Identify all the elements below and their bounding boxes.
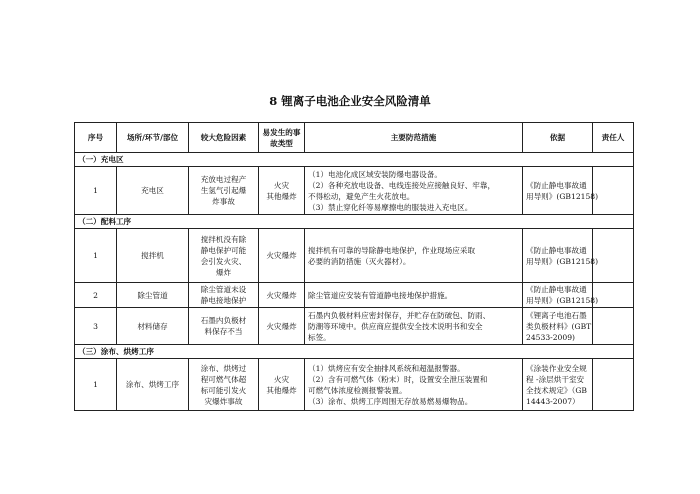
cell-basis (523, 167, 599, 215)
cell-line: 必要的消防措施（灭火器材）。 (308, 256, 411, 266)
cell-responsible (593, 229, 634, 283)
header-row (75, 123, 634, 153)
table-row (75, 167, 634, 215)
cell-accident-type (259, 167, 305, 215)
cell-accident-type (259, 283, 305, 308)
cell-line: 类负极材料》(GBT (526, 321, 592, 331)
cell-line: 充放电过程产 (200, 175, 247, 184)
cell-line: 防潮等环境中。供应商应提供安全技术说明书和安全 (308, 321, 483, 331)
cell-line: 石墨内负极材料应密封保存，并贮存在防破包、防雨、 (308, 310, 491, 320)
cell-line: 火灾爆炸 (266, 251, 297, 260)
cell-line: 《防止静电事故通 (526, 180, 587, 190)
cell-line: （1）电池化成区域安装防爆电器设备。 (308, 169, 442, 179)
cell-hazard (189, 167, 259, 215)
cell-line: 用导则》(GB12158) (526, 191, 599, 201)
cell-line: 生氢气引起爆 (200, 186, 247, 195)
cell-line: 24533-2009) (526, 332, 576, 342)
cell-measures (305, 167, 523, 215)
cell-line: （2）各种充放电设备、电线连接处应接触良好、牢靠， (308, 180, 496, 190)
cell-line: （3）禁止穿化纤等易摩擦电的服装进入充电区。 (308, 202, 473, 212)
cell-line: 全技术规定》（GB (526, 385, 588, 395)
header-responsible: 责任人 (593, 123, 634, 153)
header-basis: 依据 (523, 123, 593, 153)
section-title: （二）配料工序 (75, 215, 634, 229)
cell-line: （1）烘烤应有安全抽排风系统和超温报警器。 (308, 363, 465, 373)
cell-line: （3）涂布、烘烤工序周围无存放易燃易爆物品。 (308, 396, 473, 406)
cell-line: 用导则》(GB12158) (526, 296, 599, 305)
section-title: （三）涂布、烘烤工序 (75, 345, 634, 359)
section-row (75, 215, 634, 229)
cell-hazard (189, 308, 259, 345)
header-accident-type: 易发生的事 故类型 (259, 123, 305, 153)
section-title: （一）充电区 (75, 153, 634, 167)
header-measures: 主要防范措施 (305, 123, 523, 153)
cell-line: 静电保护可能 (200, 245, 247, 255)
cell-line: 程 -涂层烘干室安 (526, 374, 585, 384)
cell-no: 1 (75, 359, 117, 411)
cell-no: 3 (75, 308, 117, 345)
cell-responsible (593, 308, 634, 345)
cell-line: 标签。 (308, 332, 331, 342)
cell-line: 灾爆炸事故 (204, 396, 243, 406)
cell-line: 涂布、烘烤过 (200, 363, 247, 373)
table-row (75, 308, 634, 345)
cell-line: 静电接地保护 (200, 296, 247, 305)
cell-accident-type (259, 359, 305, 411)
cell-line: 搅拌机有可靠的导除静电地保护，作业现场应采取 (308, 245, 476, 255)
cell-no: 2 (75, 283, 117, 308)
cell-accident-type (259, 229, 305, 283)
cell-line: 会引发火灾、 (200, 256, 247, 266)
header-hazard: 较大危险因素 (189, 123, 259, 153)
cell-hazard (189, 359, 259, 411)
section-row (75, 153, 634, 167)
cell-line: 除尘管道应安装有管道静电接地保护措施。 (308, 290, 453, 300)
cell-line: 14443-2007） (526, 396, 580, 406)
cell-place: 材料储存 (117, 308, 189, 345)
cell-line: 火灾 (273, 180, 290, 190)
header-place: 场所/环节/部位 (117, 123, 189, 153)
table-row (75, 283, 634, 308)
cell-line: 火灾爆炸 (266, 290, 297, 300)
cell-line: 标可能引发火 (200, 385, 247, 395)
cell-line: 可燃气体浓度检测报警装置。 (308, 385, 407, 395)
cell-basis (523, 359, 593, 411)
cell-measures (305, 359, 523, 411)
cell-responsible (593, 359, 634, 411)
cell-line: 料保存不当 (204, 327, 243, 336)
cell-place: 涂布、烘烤工序 (117, 359, 189, 411)
cell-no: 1 (75, 229, 117, 283)
cell-responsible (593, 167, 634, 215)
cell-line: 《防止静电事故通 (526, 285, 587, 294)
cell-line: 炸事故 (212, 197, 235, 206)
header-no: 序号 (75, 123, 117, 153)
risk-table (74, 122, 634, 411)
cell-line: 程可燃气体超 (200, 374, 247, 384)
table-row (75, 229, 634, 283)
cell-line: 《锂离子电池石墨 (526, 310, 587, 320)
cell-measures (305, 308, 523, 345)
section-row (75, 345, 634, 359)
cell-place: 除尘管道 (117, 283, 189, 308)
cell-place: 充电区 (117, 167, 189, 215)
cell-no: 1 (75, 167, 117, 215)
document-title: 8 锂离子电池企业安全风险清单 (269, 94, 431, 108)
cell-line: 不得松动，避免产生火花放电。 (308, 191, 415, 201)
risk-table-body (75, 153, 634, 411)
cell-hazard (189, 229, 259, 283)
cell-line: 搅拌机没有除 (200, 234, 247, 244)
cell-basis (523, 308, 593, 345)
cell-line: 其他爆炸 (266, 191, 297, 201)
cell-hazard (189, 283, 259, 308)
cell-basis (523, 229, 599, 283)
cell-line: （2）含有可燃气体（粉末）时，设置安全泄压装置和 (308, 374, 488, 384)
cell-responsible (593, 283, 634, 308)
cell-line: 石墨内负极材 (200, 316, 247, 325)
cell-line: 除尘管道未设 (200, 285, 247, 294)
cell-place: 搅拌机 (117, 229, 189, 283)
cell-accident-type (259, 308, 305, 345)
cell-line: 火灾爆炸 (266, 321, 297, 331)
cell-line: 《防止静电事故通 (526, 245, 587, 255)
cell-measures (305, 229, 523, 283)
cell-line: 《涂装作业安全规 (526, 363, 587, 373)
cell-measures (305, 283, 523, 308)
cell-line: 爆炸 (215, 267, 232, 277)
cell-basis (523, 283, 599, 308)
cell-line: 用导则》(GB12158) (526, 256, 599, 266)
table-row (75, 359, 634, 411)
cell-line: 火灾 (273, 374, 290, 384)
cell-line: 其他爆炸 (266, 385, 297, 395)
